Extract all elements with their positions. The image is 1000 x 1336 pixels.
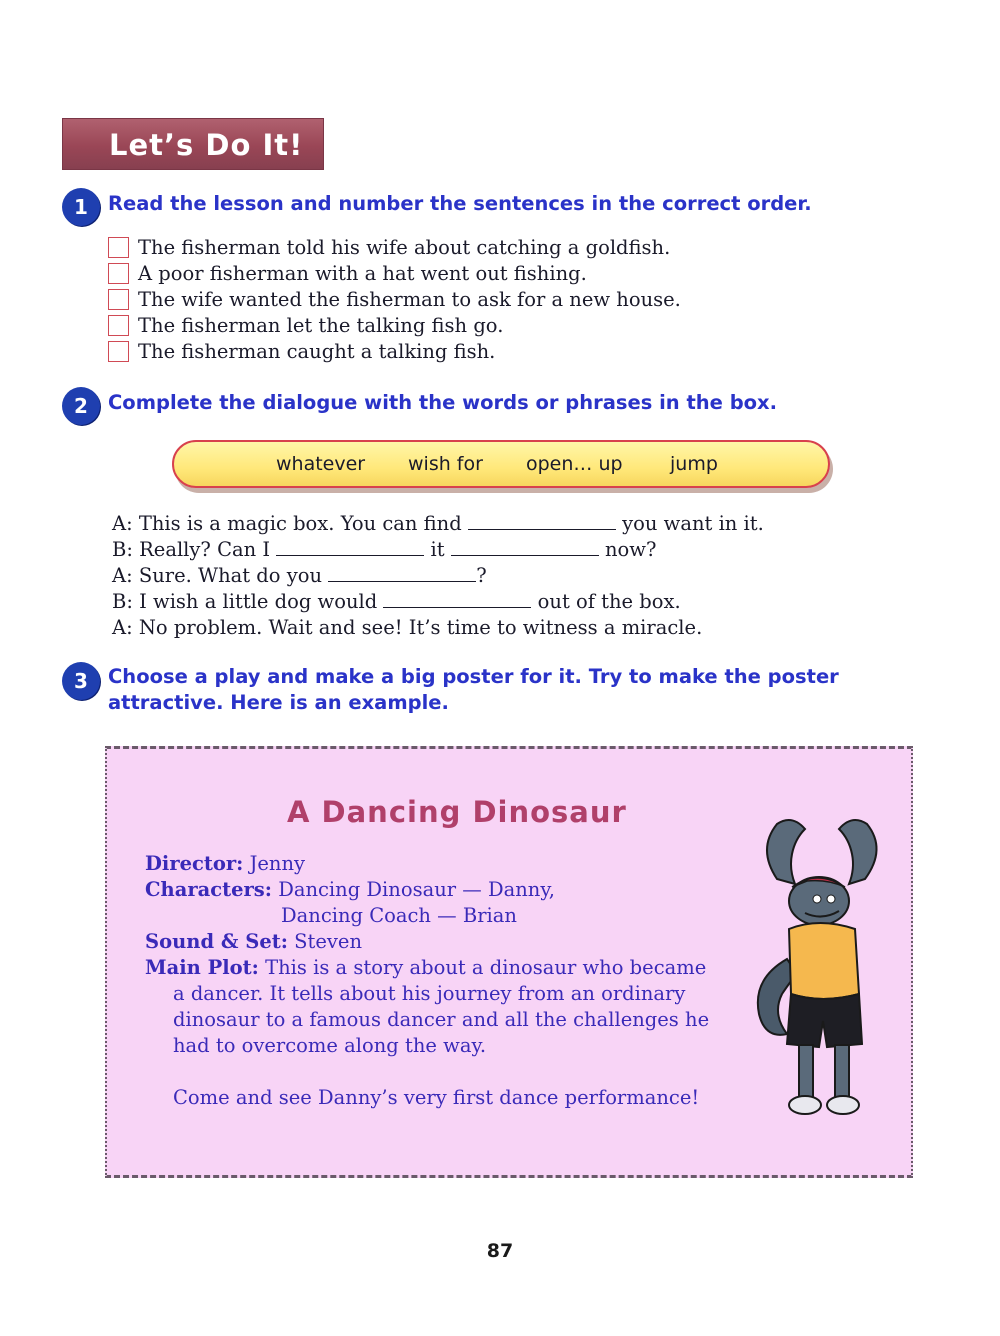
poster-plot-line: had to overcome along the way. [173, 1034, 487, 1057]
sentence-text: The fisherman caught a talking fish. [138, 339, 496, 363]
list-item [108, 338, 681, 364]
order-checkbox[interactable] [108, 263, 129, 284]
poster-plot [145, 955, 706, 981]
order-checkbox[interactable] [108, 289, 129, 310]
dialogue-line [112, 563, 764, 589]
word-option: wish for [408, 453, 483, 475]
section-2-instruction: Complete the dialogue with the words or phrases in the box. [108, 391, 778, 414]
answer-blank[interactable] [468, 511, 616, 530]
poster-title: A Dancing Dinosaur [287, 795, 627, 829]
poster-plot-line: a dancer. It tells about his journey from an ordinary [173, 982, 686, 1005]
section-2-number: 2 [62, 387, 100, 425]
dialogue-text: you want in it. [622, 512, 764, 535]
section-3-number: 3 [62, 662, 100, 700]
poster-tagline: Come and see Danny’s very first dance performance! [173, 1086, 700, 1109]
field-value: Steven [294, 930, 363, 953]
word-option: whatever [276, 453, 366, 475]
dialogue-line [112, 537, 764, 563]
dialogue-text: B: Really? Can I [112, 538, 271, 561]
dialogue-text: out of the box. [537, 590, 681, 613]
field-value: This is a story about a dinosaur who became [265, 956, 707, 979]
dialogue-line [112, 511, 764, 537]
answer-blank[interactable] [383, 589, 531, 608]
dancing-dinosaur-illustration [747, 809, 897, 1129]
word-option: open… up [526, 453, 623, 475]
dialogue-text: ? [476, 564, 487, 587]
list-item [108, 260, 681, 286]
field-label: Director: [145, 852, 244, 875]
sentence-list [108, 234, 681, 364]
sentence-text: The wife wanted the fisherman to ask for a new house. [138, 287, 681, 311]
answer-blank[interactable] [276, 537, 424, 556]
poster-sound-set [145, 929, 362, 955]
poster-characters-cont [281, 903, 517, 929]
lets-do-it-banner [62, 118, 324, 170]
dialogue [112, 511, 764, 641]
dialogue-text: it [430, 538, 445, 561]
answer-blank[interactable] [451, 537, 599, 556]
order-checkbox[interactable] [108, 341, 129, 362]
dialogue-text: B: I wish a little dog would [112, 590, 378, 613]
dialogue-text: A: This is a magic box. You can find [112, 512, 462, 535]
word-box [172, 440, 830, 488]
section-1-number: 1 [62, 188, 100, 226]
dialogue-text: A: Sure. What do you [112, 564, 323, 587]
dialogue-text: now? [605, 538, 657, 561]
list-item [108, 312, 681, 338]
section-3-instruction [108, 664, 839, 716]
poster-characters [145, 877, 555, 903]
list-item [108, 286, 681, 312]
section-1-instruction: Read the lesson and number the sentences in the correct order. [108, 192, 812, 215]
page-number: 87 [486, 1240, 514, 1262]
sentence-text: A poor fisherman with a hat went out fishing. [138, 261, 587, 285]
field-label: Main Plot: [145, 956, 259, 979]
instruction-line: attractive. Here is an example. [108, 691, 449, 714]
field-label: Characters: [145, 878, 272, 901]
word-option: jump [670, 453, 718, 475]
dialogue-line [112, 615, 764, 641]
dialogue-line [112, 589, 764, 615]
field-value: Jenny [249, 852, 306, 875]
instruction-line: Choose a play and make a big poster for it. Try to make the poster [108, 665, 839, 688]
list-item [108, 234, 681, 260]
dialogue-text: A: No problem. Wait and see! It’s time to witness a miracle. [112, 616, 703, 639]
order-checkbox[interactable] [108, 315, 129, 336]
banner-title: Let’s Do It! [109, 128, 304, 162]
sentence-text: The fisherman told his wife about catching a goldfish. [138, 235, 671, 259]
answer-blank[interactable] [328, 563, 476, 582]
sentence-text: The fisherman let the talking fish go. [138, 313, 504, 337]
poster-example [105, 746, 913, 1178]
poster-plot-line: dinosaur to a famous dancer and all the challenges he [173, 1008, 710, 1031]
order-checkbox[interactable] [108, 237, 129, 258]
field-label: Sound & Set: [145, 930, 288, 953]
field-value: Dancing Coach — Brian [281, 904, 517, 927]
field-value: Dancing Dinosaur — Danny, [278, 878, 555, 901]
poster-director [145, 851, 305, 877]
